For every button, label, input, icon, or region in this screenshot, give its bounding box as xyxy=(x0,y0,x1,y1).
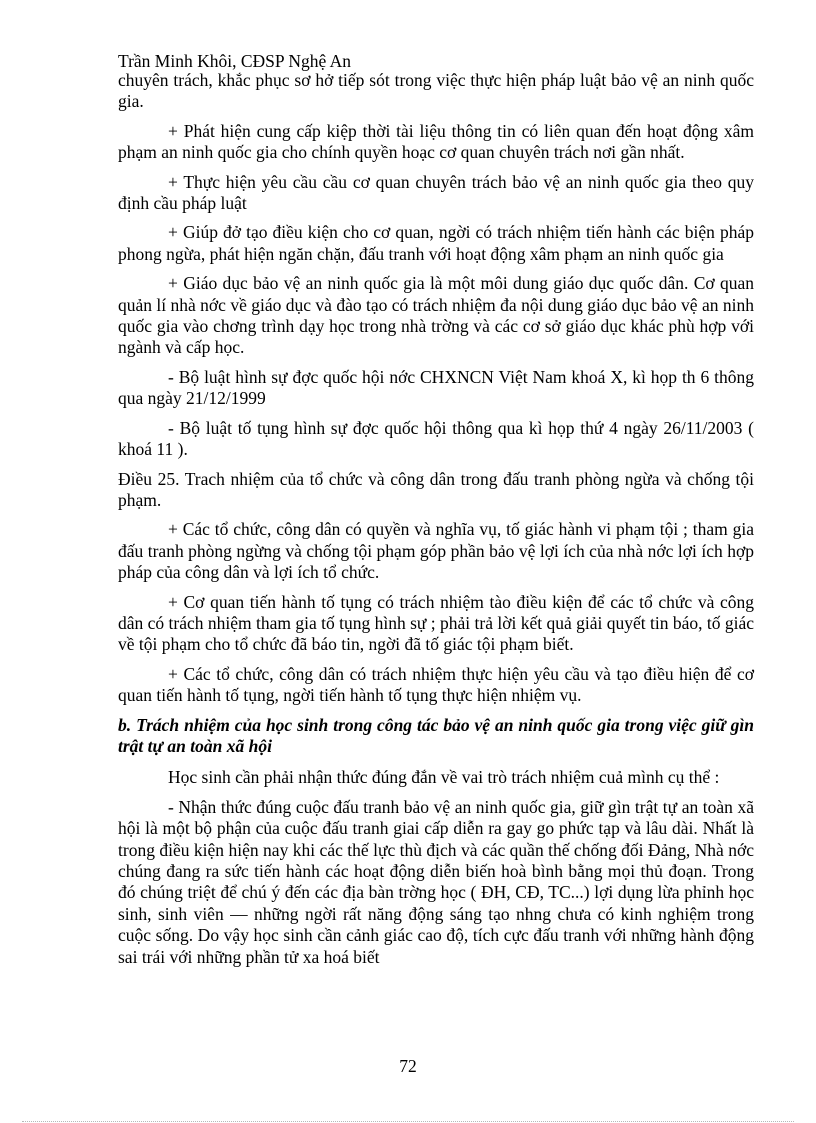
paragraph-criminal-procedure-code: - Bộ luật tố tụng hình sự đợc quốc hội thông qua kì họp thứ 4 ngày 26/11/2003 ( khoá 11 ). xyxy=(118,417,754,460)
paragraph-organization-duties: + Các tổ chức, công dân có trách nhiệm thực hiện yêu cầu và tạo điều hiện để cơ quan tiến hành tố tụng, ngời tiến hành tố tụng thực hiện nhiệm vụ. xyxy=(118,663,754,706)
paragraph-report-info: + Phát hiện cung cấp kiệp thời tài liệu thông tin có liên quan đến hoạt động xâm phạm an ninh quốc gia cho chính quyền hoạc cơ quan chuyên trách nơi gần nhất. xyxy=(118,120,754,163)
article-25-heading: Điều 25. Trach nhiệm của tổ chức và công dân trong đấu tranh phòng ngừa và chống tội phạm. xyxy=(118,468,754,510)
document-body xyxy=(118,70,754,976)
paragraph-criminal-code: - Bộ luật hình sự đợc quốc hội nớc CHXNCN Việt Nam khoá X, kì họp th 6 thông qua ngày 21/12/1999 xyxy=(118,366,754,409)
paragraph-procedural-agencies: + Cơ quan tiến hành tố tụng có trách nhiệm tào điều kiện để các tổ chức và công dân có trách nhiệm tham gia tố tụng hình sự ; phải trả lời kết quả giải quyết tin báo, tố giác về tội phạm cho tổ chức đã báo tin, ngời đã tố giác tội phạm biết. xyxy=(118,591,754,655)
page-number: 72 xyxy=(399,1056,417,1076)
footer-divider xyxy=(22,1121,794,1122)
section-heading-b: b. Trách nhiệm của học sinh trong công tác bảo vệ an ninh quốc gia trong việc giữ gìn trật tự an toàn xã hội xyxy=(118,714,754,756)
paragraph-assist-agencies: + Giúp đở tạo điều kiện cho cơ quan, ngời có trách nhiệm tiến hành các biện pháp phong ngừa, phát hiện ngăn chặn, đấu tranh với hoạt động xâm phạm an ninh quốc gia xyxy=(118,222,754,264)
running-header: Trần Minh Khôi, CĐSP Nghệ An xyxy=(118,51,352,71)
paragraph-student-awareness: Học sinh cần phải nhận thức đúng đắn về vai trò trách nhiệm cuả mình cụ thể : xyxy=(168,767,720,788)
paragraph-citizen-rights: + Các tổ chức, công dân có quyền và nghĩa vụ, tố giác hành vi phạm tội ; tham gia đấu tranh phòng ngừng và chống tội phạm góp phần bảo vệ lợi ích của nhà nớc lợi ích hợp pháp của công dân và lợi ích tổ chức. xyxy=(118,519,754,583)
paragraph-fulfill-request: + Thực hiện yêu cầu cầu cơ quan chuyên trách bảo vệ an ninh quốc gia theo quy định cầu pháp luật xyxy=(118,171,754,214)
paragraph-struggle-awareness: - Nhận thức đúng cuộc đấu tranh bảo vệ an ninh quốc gia, giữ gìn trật tự an toàn xã hội là một bộ phận của cuộc đấu tranh giai cấp diễn ra gay go phức tạp và lâu dài. Nhất là trong điều kiện hiện nay khi các thế lực thù địch và các quần thế chống đối Đảng, Nhà nớc chúng đang ra sức tiến hành các hoạt động diễn biến hoà bình bằng mọi thủ đoạn. Trong đó chúng triệt để chú ý đến các địa bàn trờng học ( ĐH, CĐ, TC...) lợi dụng lừa phỉnh học sinh, sinh viên — những ngời rất năng động sáng tạo nhng chưa có kinh nghiệm trong cuộc sống. Do vậy học sinh cần cảnh giác cao độ, tích cực đấu tranh với những hành động sai trái với những phần tử xa hoá biết xyxy=(118,796,754,967)
paragraph-continuation: chuyên trách, khắc phục sơ hở tiếp sót trong việc thực hiện pháp luật bảo vệ an ninh quốc gia. xyxy=(118,70,754,112)
paragraph-security-education: + Giáo dục bảo vệ an ninh quốc gia là một môi dung giáo dục quốc dân. Cơ quan quản lí nhà nớc về giáo dục và đào tạo có trách nhiệm đa nội dung giáo dục bảo vệ an ninh quốc gia vào chơng trình dạy học trong nhà trờng và các cơ sở giáo dục khác phù hợp với ngành và cấp học. xyxy=(118,273,754,358)
